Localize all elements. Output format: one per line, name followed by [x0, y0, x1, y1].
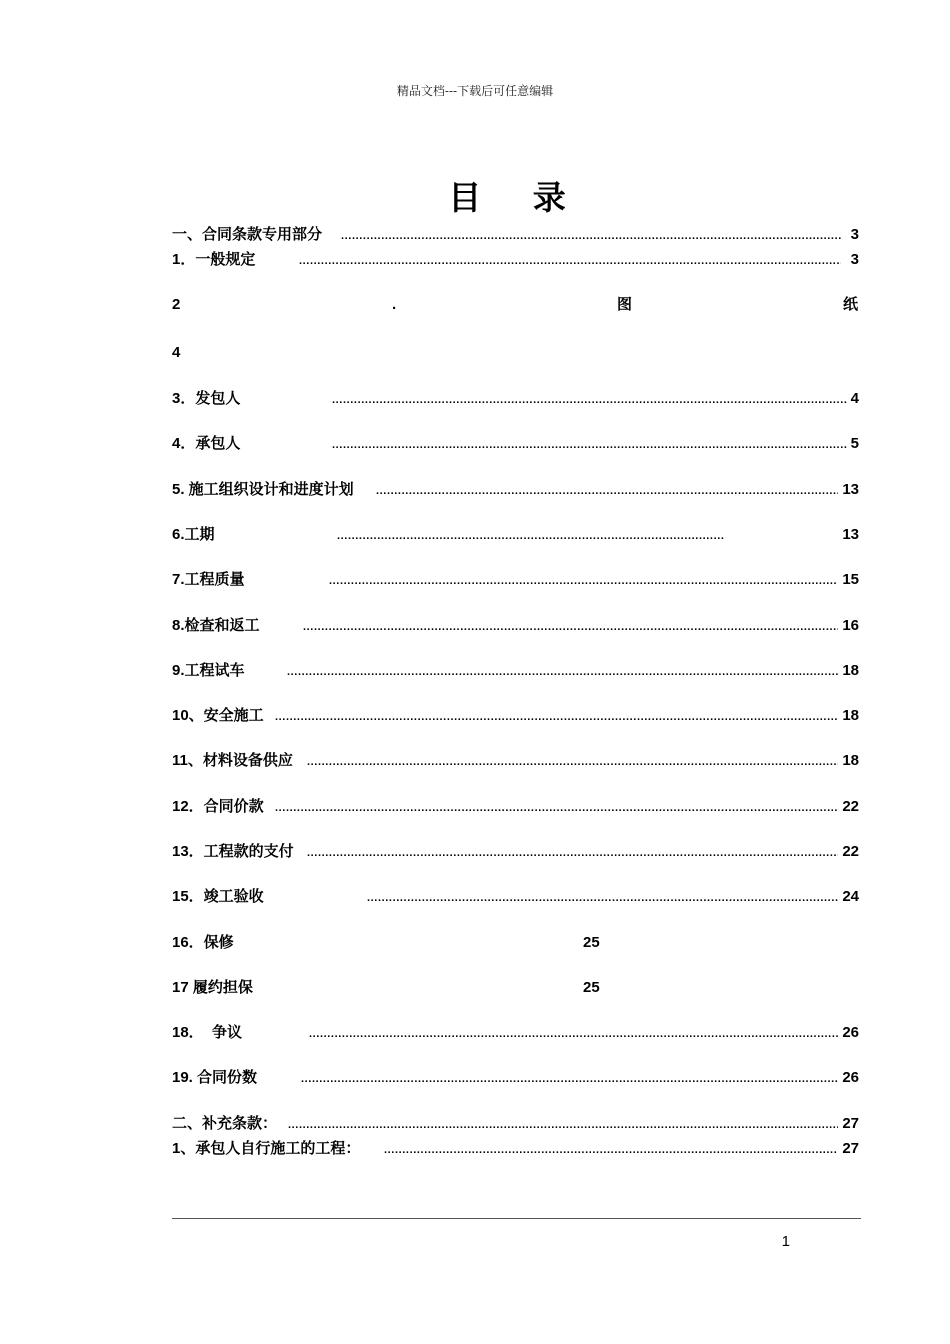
toc-leader	[301, 1067, 838, 1089]
toc-page: 26	[842, 1024, 859, 1041]
toc-leader	[367, 886, 838, 908]
toc-label: 9.工程试车	[172, 662, 245, 679]
toc-leader	[341, 224, 841, 246]
toc-entry[interactable]	[172, 750, 861, 772]
toc-page-wrapped	[172, 342, 212, 364]
toc-leader	[332, 433, 847, 455]
toc-leader	[307, 750, 838, 772]
toc-entry[interactable]	[172, 249, 861, 271]
page-number: 1	[781, 1233, 790, 1250]
toc-page: 24	[842, 888, 859, 905]
toc-leader	[384, 1138, 838, 1160]
toc-label: 12．合同价款	[172, 798, 264, 815]
toc-entry[interactable]	[172, 1138, 861, 1160]
toc-label: 一、合同条款专用部分	[172, 226, 323, 243]
toc-page: 18	[842, 707, 859, 724]
toc-label: 10、安全施工	[172, 707, 264, 724]
toc-entry[interactable]	[172, 1113, 861, 1135]
toc-page: 18	[842, 752, 859, 769]
toc-page: 13	[842, 481, 859, 498]
toc-entry[interactable]	[172, 977, 861, 999]
toc-label: 7.工程质量	[172, 571, 245, 588]
toc-entry[interactable]	[172, 479, 861, 501]
toc-leader	[275, 796, 838, 818]
toc-page: 3	[850, 226, 859, 243]
toc-label: 8.检查和返工	[172, 617, 260, 634]
toc-label: 1、承包人自行施工的工程：	[172, 1140, 361, 1157]
toc-page: 22	[842, 843, 859, 860]
toc-label: 13．工程款的支付	[172, 843, 294, 860]
toc-label: 19. 合同份数	[172, 1069, 258, 1086]
toc-title: 目 录	[448, 178, 586, 217]
toc-page: 13	[842, 526, 859, 543]
toc-leader	[307, 841, 838, 863]
footer-rule	[172, 1218, 861, 1219]
toc-page: 25	[583, 979, 600, 996]
toc-label: 5. 施工组织设计和进度计划	[172, 481, 354, 498]
toc-page: 18	[842, 662, 859, 679]
toc-page: 16	[842, 617, 859, 634]
toc-page: 4	[172, 344, 181, 361]
toc-separator: .	[392, 296, 397, 313]
toc-entry[interactable]	[172, 705, 861, 727]
toc-leader	[309, 1022, 838, 1044]
toc-entry[interactable]	[172, 1022, 861, 1044]
toc-label: 2	[172, 296, 181, 313]
toc-entry[interactable]	[172, 524, 861, 546]
toc-leader	[332, 388, 847, 410]
toc-label: 6.工期	[172, 526, 215, 543]
toc-page: 15	[842, 571, 859, 588]
toc-page: 22	[842, 798, 859, 815]
toc-entry[interactable]	[172, 388, 861, 410]
toc-leader	[303, 615, 838, 637]
toc-page: 4	[850, 390, 859, 407]
toc-label: 1．一般规定	[172, 251, 256, 268]
toc-label: 4．承包人	[172, 435, 241, 452]
toc-label: 16．保修	[172, 934, 234, 951]
toc-label: 3．发包人	[172, 390, 241, 407]
toc-entry[interactable]	[172, 932, 861, 954]
toc-leader	[287, 660, 838, 682]
toc-word: 纸	[843, 296, 859, 313]
toc-page: 27	[842, 1115, 859, 1132]
toc-page: 5	[850, 435, 859, 452]
toc-label: 15．竣工验收	[172, 888, 264, 905]
toc-entry[interactable]	[172, 886, 861, 908]
toc-entry[interactable]	[172, 841, 861, 863]
toc-leader	[275, 705, 838, 727]
toc-entry[interactable]	[172, 224, 861, 246]
toc-entry[interactable]	[172, 294, 861, 316]
toc-entry[interactable]	[172, 660, 861, 682]
toc-word: 图	[617, 296, 633, 313]
toc-leader	[337, 524, 725, 546]
toc-label: 18． 争议	[172, 1024, 243, 1041]
toc-entry[interactable]	[172, 433, 861, 455]
header-note: 精品文档---下载后可任意编辑	[396, 84, 554, 98]
toc-leader	[376, 479, 838, 501]
toc-entry[interactable]	[172, 796, 861, 818]
toc-leader	[299, 249, 841, 271]
toc-page: 25	[583, 934, 600, 951]
toc-entry[interactable]	[172, 615, 861, 637]
toc-leader	[288, 1113, 838, 1135]
toc-label: 二、补充条款：	[172, 1115, 278, 1132]
toc-page: 26	[842, 1069, 859, 1086]
toc-leader	[329, 569, 838, 591]
toc-entry[interactable]	[172, 569, 861, 591]
toc-label: 17 履约担保	[172, 979, 253, 996]
toc-label: 11、材料设备供应	[172, 752, 293, 769]
toc-page: 3	[850, 251, 859, 268]
toc-entry[interactable]	[172, 1067, 861, 1089]
toc-page: 27	[842, 1140, 859, 1157]
